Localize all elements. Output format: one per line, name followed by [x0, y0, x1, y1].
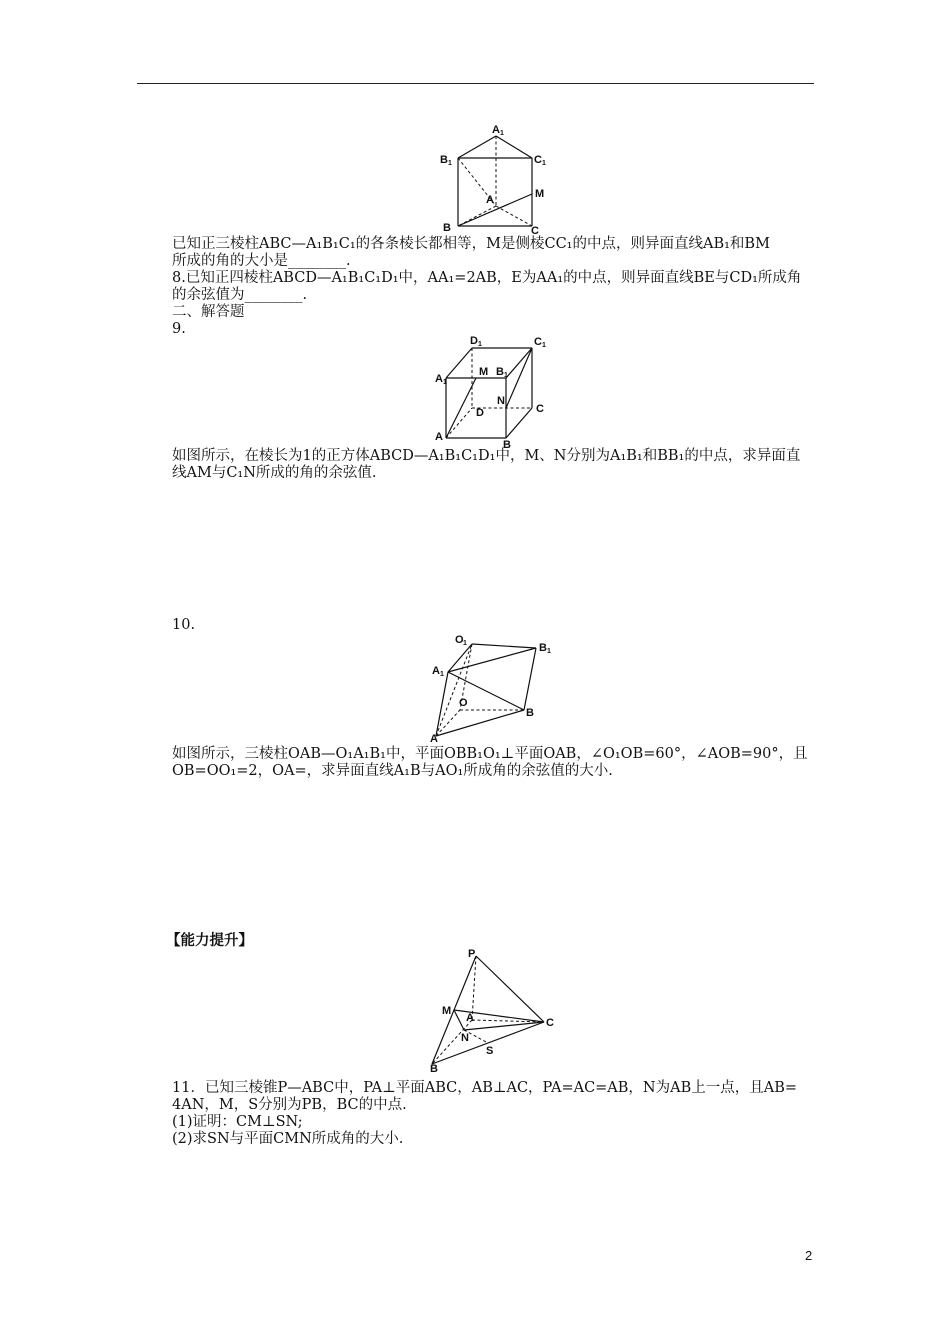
q7-line1: 已知正三棱柱ABC—A₁B₁C₁的各条棱长都相等，M是侧棱CC₁的中点，则异面直线AB₁和BM	[172, 236, 770, 252]
q11-part2: (2)求SN与平面CMN所成角的大小.	[172, 1131, 404, 1147]
q11-line2: 4AN，M，S分别为PB，BC的中点.	[172, 1097, 407, 1113]
label-d1-sub: 1	[478, 341, 482, 348]
label-c1: C	[534, 154, 542, 166]
label-m: M	[535, 188, 545, 200]
header-rule	[137, 83, 814, 84]
label-a: A	[435, 431, 443, 443]
edge	[432, 1022, 544, 1064]
label-d: D	[476, 407, 484, 419]
q9-number: 9.	[172, 321, 186, 337]
edge	[472, 644, 536, 648]
label-o1: O	[455, 634, 464, 646]
label-b: B	[526, 707, 534, 719]
label-b1-sub: 1	[448, 160, 452, 167]
label-s: S	[486, 1045, 494, 1057]
edge	[506, 348, 532, 378]
q11-line1: 11．已知三棱锥P—ABC中，PA⊥平面ABC，AB⊥AC，PA=AC=AB，N为AB上一点，且AB=	[172, 1080, 798, 1096]
label-b1: B	[496, 366, 504, 378]
label-a1-sub: 1	[440, 671, 444, 678]
edge	[496, 136, 532, 158]
label-c1: C	[534, 336, 542, 348]
label-a1-sub: 1	[500, 130, 504, 137]
label-c: C	[531, 225, 539, 236]
edge	[448, 644, 472, 672]
label-a: A	[430, 733, 438, 744]
section-title-ability: 【能力提升】	[166, 932, 253, 949]
label-b1-sub: 1	[504, 372, 508, 379]
label-o: O	[459, 697, 468, 709]
q9-line2: 线AM与C₁N所成的角的余弦值.	[172, 465, 377, 481]
edge	[436, 710, 524, 736]
edge	[448, 648, 536, 672]
edge	[476, 956, 544, 1022]
hidden-edge	[496, 206, 532, 226]
label-c1-sub: 1	[542, 160, 546, 167]
label-a1-sub: 1	[443, 379, 447, 386]
label-m: M	[442, 1005, 452, 1017]
label-o1-sub: 1	[463, 640, 467, 647]
label-c: C	[546, 1017, 554, 1029]
page-number: 2	[805, 1248, 813, 1263]
q9-line1: 如图所示，在棱长为1的正方体ABCD—A₁B₁C₁D₁中，M、N分别为A₁B₁和BB₁的中点，求异面直	[172, 448, 801, 464]
q8-line2: 的余弦值为________.	[172, 287, 308, 303]
segment-mn	[454, 1010, 464, 1030]
label-b1-sub: 1	[547, 648, 551, 655]
segment-c1n	[506, 348, 532, 408]
label-m: M	[479, 366, 489, 378]
edge	[506, 408, 532, 438]
label-n: N	[497, 395, 505, 407]
label-c: C	[536, 403, 544, 415]
figure-triangular-prism	[436, 122, 551, 236]
edge	[524, 648, 536, 710]
label-d1: D	[470, 335, 478, 347]
q10-number: 10.	[172, 617, 196, 633]
label-a: A	[466, 1012, 474, 1024]
q10-line1: 如图所示，三棱柱OAB—O₁A₁B₁中，平面OBB₁O₁⊥平面OAB，∠O₁OB=60°，∠AOB=90°，且	[172, 746, 808, 762]
label-b: B	[503, 439, 511, 450]
q11-part1: (1)证明：CM⊥SN;	[172, 1114, 303, 1130]
section-title-answers: 二、解答题	[172, 304, 245, 320]
q7-line2: 所成的角的大小是________.	[172, 253, 351, 269]
label-a1: A	[492, 124, 500, 136]
label-b1: B	[539, 642, 547, 654]
label-n: N	[461, 1032, 469, 1044]
label-a1: A	[432, 665, 440, 677]
edge	[458, 136, 496, 158]
label-a: A	[486, 194, 494, 206]
q8-line1: 8.已知正四棱柱ABCD—A₁B₁C₁D₁中，AA₁=2AB，E为AA₁的中点，则异面直线BE与CD₁所成角	[172, 270, 802, 286]
edge	[436, 672, 448, 736]
figure-cube	[432, 334, 554, 450]
label-c1-sub: 1	[542, 342, 546, 349]
label-b1: B	[440, 154, 448, 166]
figure-pyramid	[428, 944, 560, 1072]
label-p: P	[468, 948, 476, 960]
label-b: B	[430, 1063, 438, 1072]
label-a1: A	[435, 373, 443, 385]
hidden-segment-ao1	[436, 644, 472, 736]
edge	[446, 348, 472, 378]
segment-bm	[458, 194, 532, 226]
q10-line2: OB=OO₁=2，OA=，求异面直线A₁B与AO₁所成角的余弦值的大小.	[172, 763, 613, 779]
figure-oblique-prism	[428, 632, 563, 744]
label-b: B	[443, 222, 451, 234]
